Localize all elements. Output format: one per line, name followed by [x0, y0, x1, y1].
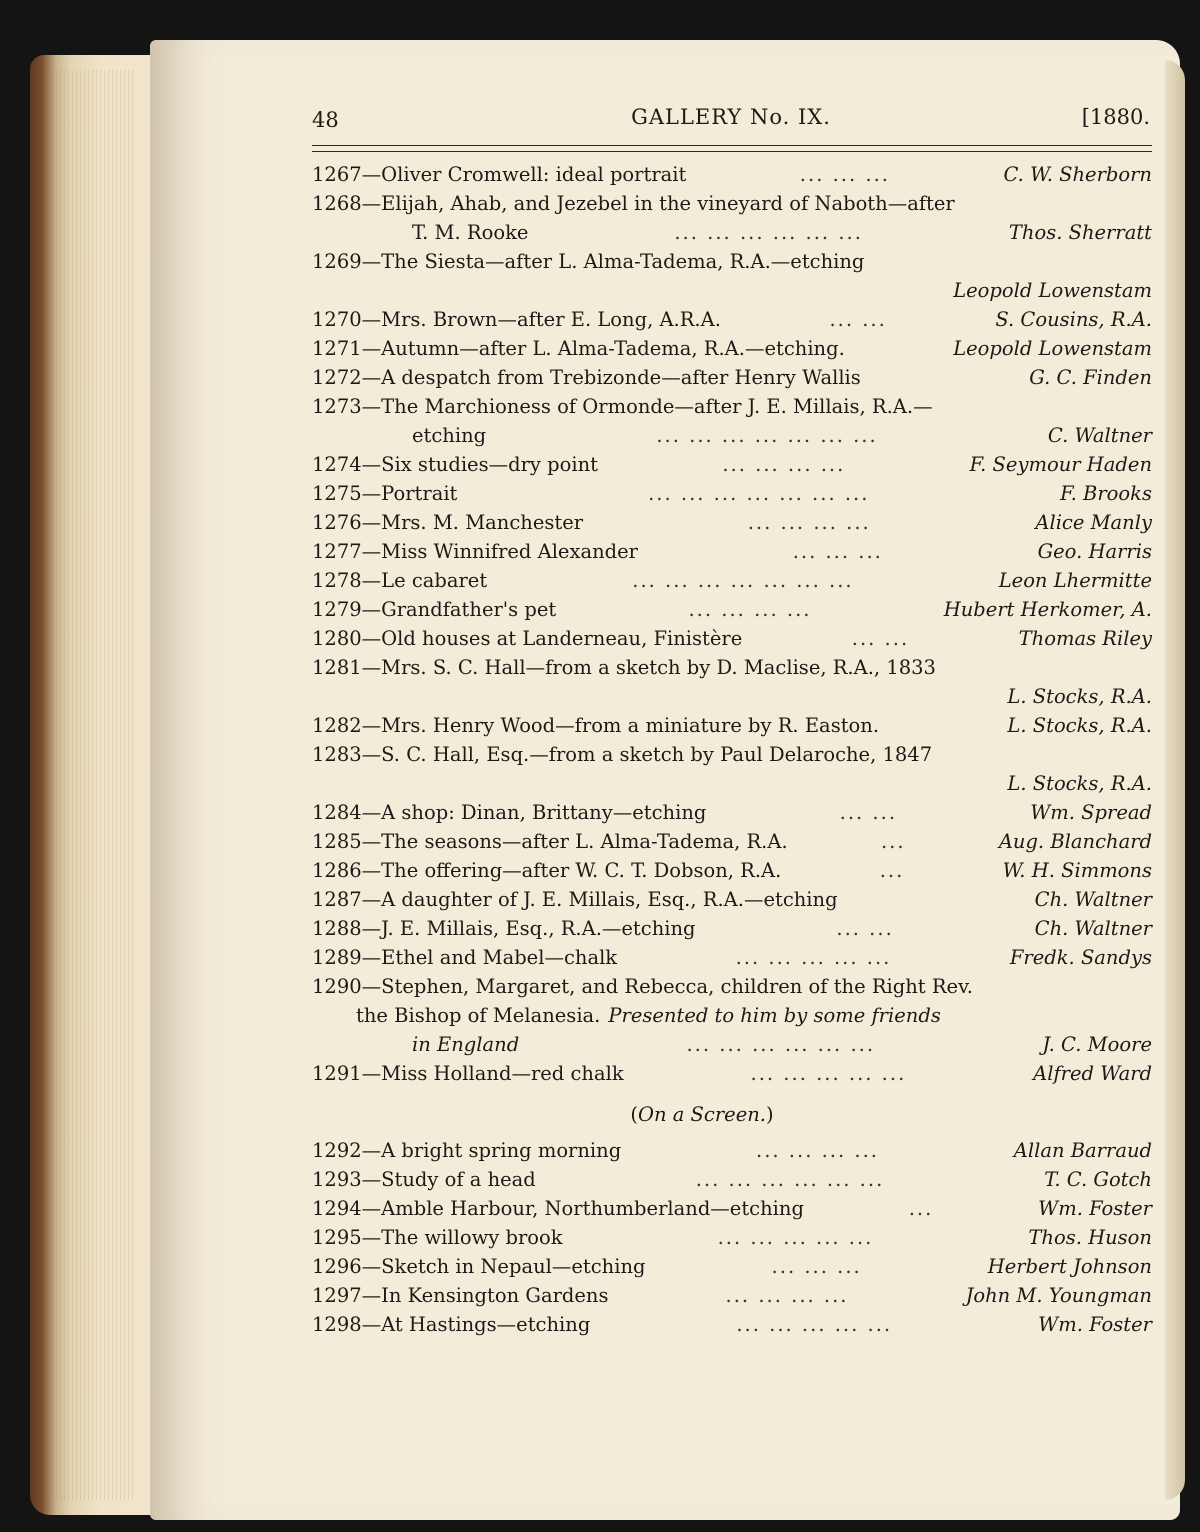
entry-artist: C. W. Sherborn — [1003, 163, 1152, 186]
entry-title: Autumn—after L. Alma-Tadema, R.A.—etching. — [381, 337, 845, 360]
leader-dots: ... ... ... ... ... ... — [686, 1033, 876, 1056]
entry-line — [312, 1194, 1152, 1223]
entry-line — [312, 276, 1152, 305]
entry-title: Le cabaret — [381, 569, 488, 592]
entry-line — [312, 682, 1152, 711]
entry-number: 1297— — [312, 1284, 382, 1307]
entry-number: 1272— — [312, 366, 382, 389]
catalogue-entry — [312, 624, 1152, 653]
entry-title: Amble Harbour, Northumberland—etching — [381, 1197, 804, 1220]
entry-line — [312, 450, 1152, 479]
entry-artist: Herbert Johnson — [987, 1255, 1152, 1278]
entry-artist: Leopold Lowenstam — [953, 337, 1152, 360]
entry-title: T. M. Rooke — [412, 221, 529, 244]
entry-line — [312, 218, 1152, 247]
entry-artist: Ch. Waltner — [1034, 917, 1152, 940]
entry-title: Old houses at Landerneau, Finistère — [381, 627, 743, 650]
leader-dots: ... ... ... ... ... ... ... — [656, 424, 878, 447]
catalogue-entry — [312, 247, 1152, 305]
entry-number: 1290— — [312, 975, 382, 998]
entry-line — [312, 1165, 1152, 1194]
entry-title: Six studies—dry point — [381, 453, 598, 476]
page-year: [1880. — [1081, 105, 1150, 129]
leader-dots: ... ... ... ... ... ... — [674, 221, 863, 244]
page-title: GALLERY No. IX. — [631, 105, 831, 129]
entry-artist: John M. Youngman — [965, 1284, 1152, 1307]
catalogue-entry — [312, 972, 1152, 1059]
catalogue-entry — [312, 914, 1152, 943]
screen-section-heading: (On a Screen.) — [630, 1103, 774, 1126]
entry-title: A daughter of J. E. Millais, Esq., R.A.—etching — [381, 888, 838, 911]
catalogue-entry — [312, 1281, 1152, 1310]
entry-number: 1267— — [312, 163, 382, 186]
entry-artist: Geo. Harris — [1037, 540, 1152, 563]
entry-artist: L. Stocks, R.A. — [1007, 714, 1152, 737]
entry-artist: F. Brooks — [1060, 482, 1152, 505]
entry-title: Elijah, Ahab, and Jezebel in the vineyard of Naboth—after — [381, 192, 955, 215]
entry-artist: Hubert Herkomer, A. — [943, 598, 1152, 621]
entry-artist: G. C. Finden — [1029, 366, 1152, 389]
leader-dots: ... ... ... ... — [725, 1284, 849, 1307]
entry-number: 1276— — [312, 511, 382, 534]
entry-line — [312, 189, 1152, 218]
entry-number: 1279— — [312, 598, 382, 621]
entry-title: Mrs. Henry Wood—from a miniature by R. Easton. — [381, 714, 880, 737]
entry-title: The seasons—after L. Alma-Tadema, R.A. — [381, 830, 788, 853]
catalogue-entries-main — [312, 160, 1152, 1088]
entry-title: Grandfather's pet — [381, 598, 557, 621]
leader-dots: ... ... ... ... ... ... — [695, 1168, 885, 1191]
entry-number: 1286— — [312, 859, 382, 882]
catalogue-list — [312, 160, 1152, 1339]
entry-italic-note: Presented to him by some friends — [608, 1004, 941, 1027]
entry-number: 1284— — [312, 801, 382, 824]
entry-line — [312, 479, 1152, 508]
entry-number: 1270— — [312, 308, 382, 331]
entry-title: Mrs. Brown—after E. Long, A.R.A. — [381, 308, 721, 331]
entry-title: The willowy brook — [381, 1226, 563, 1249]
entry-line — [312, 363, 1152, 392]
entry-number: 1296— — [312, 1255, 382, 1278]
entry-number: 1282— — [312, 714, 382, 737]
entry-number: 1277— — [312, 540, 382, 563]
entry-line — [312, 827, 1152, 856]
entry-artist: C. Waltner — [1047, 424, 1152, 447]
catalogue-entries-screen — [312, 1136, 1152, 1339]
entry-title: Portrait — [381, 482, 458, 505]
leader-dots: ... ... ... ... — [756, 1139, 879, 1162]
entry-line — [312, 421, 1152, 450]
leader-dots: ... ... ... — [799, 163, 890, 186]
entry-number: 1269— — [312, 250, 382, 273]
leader-dots: ... ... ... ... ... — [736, 1313, 893, 1336]
leader-dots: ... ... ... ... — [688, 598, 812, 621]
catalogue-entry — [312, 305, 1152, 334]
leader-dots: ... ... ... ... — [722, 453, 846, 476]
entry-artist: Allan Barraud — [1013, 1139, 1152, 1162]
entry-line — [312, 711, 1152, 740]
entry-title: Ethel and Mabel—chalk — [381, 946, 618, 969]
catalogue-entry — [312, 189, 1152, 247]
catalogue-entry — [312, 711, 1152, 740]
entry-number: 1288— — [312, 917, 382, 940]
entry-italic-note: in England — [412, 1033, 520, 1056]
entry-title: A bright spring morning — [381, 1139, 622, 1162]
leader-dots: ... ... ... — [792, 540, 883, 563]
entry-number: 1298— — [312, 1313, 382, 1336]
entry-number: 1283— — [312, 743, 382, 766]
catalogue-entry — [312, 566, 1152, 595]
entry-number: 1273— — [312, 395, 382, 418]
entry-line — [312, 1252, 1152, 1281]
header-double-rule — [312, 145, 1152, 152]
catalogue-entry — [312, 392, 1152, 450]
entry-title: Study of a head — [381, 1168, 536, 1191]
entry-number: 1281— — [312, 656, 382, 679]
leader-dots: ... ... — [836, 917, 894, 940]
entry-number: 1287— — [312, 888, 382, 911]
leader-dots: ... ... ... ... ... — [735, 946, 892, 969]
entry-line — [312, 856, 1152, 885]
entry-title: A despatch from Trebizonde—after Henry Wallis — [381, 366, 861, 389]
entry-line — [312, 392, 1152, 421]
leader-dots: ... ... — [851, 627, 910, 650]
catalogue-entry — [312, 160, 1152, 189]
entry-number: 1274— — [312, 453, 382, 476]
leader-dots: ... ... ... — [771, 1255, 862, 1278]
leader-dots: ... ... — [829, 308, 887, 331]
entry-artist: J. C. Moore — [1042, 1033, 1152, 1056]
catalogue-entry — [312, 1194, 1152, 1223]
entry-title: Sketch in Nepaul—etching — [381, 1255, 646, 1278]
catalogue-entry — [312, 363, 1152, 392]
leader-dots: ... ... ... ... — [747, 511, 871, 534]
catalogue-entry — [312, 508, 1152, 537]
catalogue-entry — [312, 537, 1152, 566]
entry-title: A shop: Dinan, Brittany—etching — [381, 801, 707, 824]
entry-title: etching — [412, 424, 487, 447]
catalogue-entry — [312, 450, 1152, 479]
entry-artist: Leopold Lowenstam — [953, 279, 1152, 302]
leader-dots: ... ... — [839, 801, 898, 824]
entry-line — [312, 740, 1152, 769]
entry-line — [312, 943, 1152, 972]
entry-number: 1271— — [312, 337, 382, 360]
entry-number: 1293— — [312, 1168, 382, 1191]
entry-line — [312, 1030, 1152, 1059]
entry-title: At Hastings—etching — [381, 1313, 591, 1336]
entry-number: 1268— — [312, 192, 382, 215]
catalogue-entry — [312, 740, 1152, 798]
entry-artist: Alice Manly — [1035, 511, 1152, 534]
catalogue-entry — [312, 1136, 1152, 1165]
entry-title: The Siesta—after L. Alma-Tadema, R.A.—etching — [381, 250, 865, 273]
entry-line — [312, 566, 1152, 595]
catalogue-entry — [312, 653, 1152, 711]
entry-number: 1292— — [312, 1139, 382, 1162]
entry-line — [312, 537, 1152, 566]
entry-title: In Kensington Gardens — [381, 1284, 609, 1307]
entry-title: The Marchioness of Ormonde—after J. E. Millais, R.A.— — [381, 395, 933, 418]
entry-title: the Bishop of Melanesia. — [356, 1004, 601, 1027]
entry-number: 1295— — [312, 1226, 382, 1249]
entry-line — [312, 653, 1152, 682]
entry-number: 1275— — [312, 482, 382, 505]
catalogue-entry — [312, 798, 1152, 827]
entry-artist: Leon Lhermitte — [998, 569, 1152, 592]
entry-artist: F. Seymour Haden — [969, 453, 1152, 476]
entry-line — [312, 1059, 1152, 1088]
entry-title: J. E. Millais, Esq., R.A.—etching — [381, 917, 696, 940]
entry-number: 1291— — [312, 1062, 382, 1085]
entry-title: S. C. Hall, Esq.—from a sketch by Paul Delaroche, 1847 — [381, 743, 933, 766]
catalogue-entry — [312, 479, 1152, 508]
entry-title: Stephen, Margaret, and Rebecca, children of the Right Rev. — [381, 975, 973, 998]
entry-artist: Wm. Foster — [1038, 1313, 1152, 1336]
entry-artist: T. C. Gotch — [1044, 1168, 1152, 1191]
catalogue-entry — [312, 943, 1152, 972]
catalogue-entry — [312, 1310, 1152, 1339]
leader-dots: ... ... ... ... ... ... ... — [632, 569, 854, 592]
entry-artist: L. Stocks, R.A. — [1007, 685, 1152, 708]
entry-artist: Thomas Riley — [1018, 627, 1152, 650]
entry-number: 1280— — [312, 627, 382, 650]
entry-line — [312, 624, 1152, 653]
entry-line — [312, 769, 1152, 798]
catalogue-entry — [312, 1223, 1152, 1252]
page-header — [312, 105, 1150, 139]
entry-title: Miss Winnifred Alexander — [381, 540, 638, 563]
entry-artist: L. Stocks, R.A. — [1007, 772, 1152, 795]
entry-artist: Aug. Blanchard — [998, 830, 1152, 853]
entry-artist: Ch. Waltner — [1034, 888, 1152, 911]
leader-dots: ... ... ... ... ... ... ... — [648, 482, 870, 505]
entry-number: 1285— — [312, 830, 382, 853]
catalogue-entry — [312, 856, 1152, 885]
entry-line — [312, 508, 1152, 537]
leader-dots: ... ... ... ... ... — [717, 1226, 874, 1249]
entry-artist: Thos. Sherratt — [1008, 221, 1152, 244]
entry-line — [312, 1223, 1152, 1252]
leader-dots: ... — [880, 830, 906, 853]
entry-line — [312, 914, 1152, 943]
entry-line — [312, 334, 1152, 363]
entry-line — [312, 885, 1152, 914]
entry-line — [312, 798, 1152, 827]
entry-number: 1294— — [312, 1197, 382, 1220]
catalogue-entry — [312, 1059, 1152, 1088]
entry-line — [312, 247, 1152, 276]
leader-dots: ... ... ... ... ... — [750, 1062, 907, 1085]
catalogue-entry — [312, 1252, 1152, 1281]
entry-line — [312, 305, 1152, 334]
leader-dots: ... — [879, 859, 905, 882]
entry-artist: Fredk. Sandys — [1009, 946, 1152, 969]
entry-artist: Wm. Spread — [1030, 801, 1152, 824]
screen-heading-text: On a Screen. — [637, 1103, 766, 1126]
entry-line — [312, 160, 1152, 189]
catalogue-entry — [312, 827, 1152, 856]
entry-title: Oliver Cromwell: ideal portrait — [381, 163, 687, 186]
page-number: 48 — [312, 108, 339, 132]
entry-line — [312, 1001, 1152, 1030]
entry-artist: W. H. Simmons — [1002, 859, 1152, 882]
entry-line — [312, 595, 1152, 624]
entry-number: 1289— — [312, 946, 382, 969]
entry-artist: S. Cousins, R.A. — [995, 308, 1152, 331]
entry-line — [312, 972, 1152, 1001]
entry-title: The offering—after W. C. T. Dobson, R.A. — [381, 859, 782, 882]
entry-line — [312, 1310, 1152, 1339]
page-right-edge — [1165, 60, 1185, 1500]
entry-title: Miss Holland—red chalk — [381, 1062, 624, 1085]
entry-artist: Alfred Ward — [1033, 1062, 1152, 1085]
entry-title: Mrs. S. C. Hall—from a sketch by D. Maclise, R.A., 1833 — [381, 656, 936, 679]
entry-artist: Wm. Foster — [1038, 1197, 1152, 1220]
catalogue-entry — [312, 595, 1152, 624]
page-edge-texture — [44, 70, 134, 1500]
catalogue-entry — [312, 1165, 1152, 1194]
entry-title: Mrs. M. Manchester — [381, 511, 584, 534]
catalogue-entry — [312, 334, 1152, 363]
catalogue-entry — [312, 885, 1152, 914]
entry-artist: Thos. Huson — [1028, 1226, 1152, 1249]
entry-line — [312, 1136, 1152, 1165]
entry-line — [312, 1281, 1152, 1310]
leader-dots: ... — [908, 1197, 934, 1220]
entry-number: 1278— — [312, 569, 382, 592]
